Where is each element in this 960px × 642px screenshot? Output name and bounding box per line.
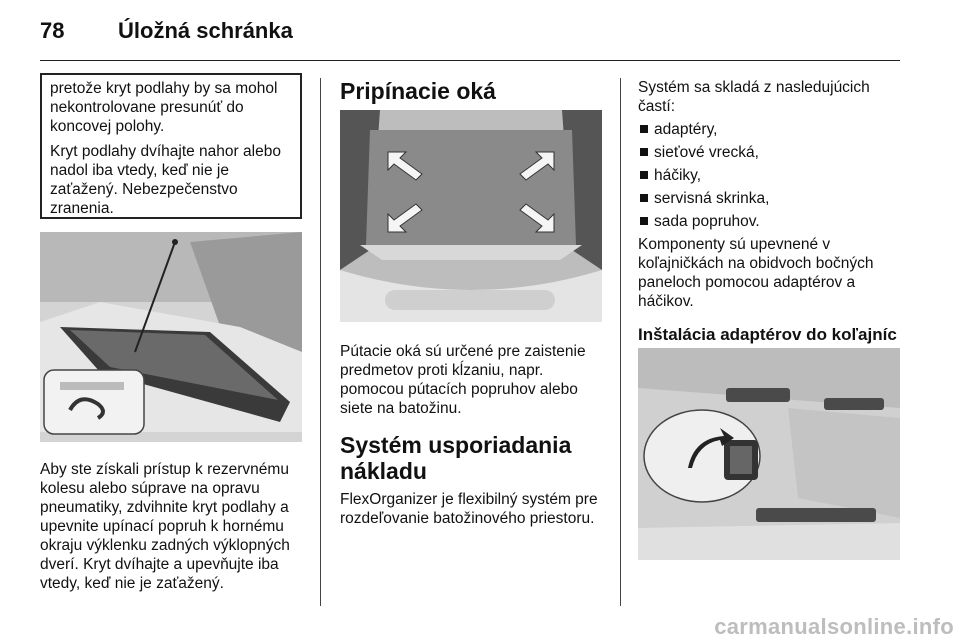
floor-cover-text: Aby ste získali prístup k rezervnému kolesu alebo súprave na opravu pneumatiky, zdvihnite kryt podlahy a upevnite upínací popruh k hornému okraju výklenku zadných výklopných dverí. Kryt dvíhajte a upevňujte iba vtedy, keď nie je zaťažený. xyxy=(40,461,290,592)
column-1-body xyxy=(40,460,305,599)
heading-adapter-install: Inštalácia adaptérov do koľajníc xyxy=(638,325,897,344)
warning-text-2: Kryt podlahy dvíhajte nahor alebo nadol iba vtedy, keď nie je zaťažený. Nebezpečenstvo zranenia. xyxy=(50,143,281,217)
warning-box xyxy=(40,73,302,219)
heading-load-system: Systém usporiadania nákladu xyxy=(340,432,572,484)
warning-text-1: pretože kryt podlahy by sa mohol nekontrolovane presunúť do koncovej polohy. xyxy=(50,80,278,135)
components-intro: Systém sa skladá z nasledujúcich častí: xyxy=(638,79,870,115)
heading-lashing-eyes: Pripínacie oká xyxy=(340,78,496,104)
figure-lashing-eyes xyxy=(340,110,602,322)
column-3-body xyxy=(638,78,900,345)
column-2-heading xyxy=(340,78,605,104)
page-number: 78 xyxy=(40,18,65,43)
list-item: háčiky, xyxy=(638,166,900,185)
list-item: sieťové vrecká, xyxy=(638,143,900,162)
flexorganizer-text: FlexOrganizer je flexibilný systém pre rozdeľovanie batožinového priestoru. xyxy=(340,491,598,527)
list-item: sada popruhov. xyxy=(638,212,900,231)
column-divider-1 xyxy=(320,78,321,606)
figure-adapter-rails xyxy=(638,348,900,560)
components-text: Komponenty sú upevnené v koľajničkách na obidvoch bočných paneloch pomocou adaptérov a háčikov. xyxy=(638,236,874,310)
watermark: carmanualsonline.info xyxy=(714,614,954,639)
figure-floor-cover xyxy=(40,232,302,442)
page-title: Úložná schránka xyxy=(118,18,293,43)
list-item: servisná skrinka, xyxy=(638,189,900,208)
header-rule xyxy=(40,60,900,61)
page-header xyxy=(40,18,293,44)
lashing-eyes-text: Pútacie oká sú určené pre zaistenie predmetov proti kĺzaniu, napr. pomocou pútacích popruhov alebo siete na batožinu. xyxy=(340,343,586,417)
column-divider-2 xyxy=(620,78,621,606)
column-2-body xyxy=(340,342,605,534)
list-item: adaptéry, xyxy=(638,120,900,139)
components-list xyxy=(638,120,900,231)
